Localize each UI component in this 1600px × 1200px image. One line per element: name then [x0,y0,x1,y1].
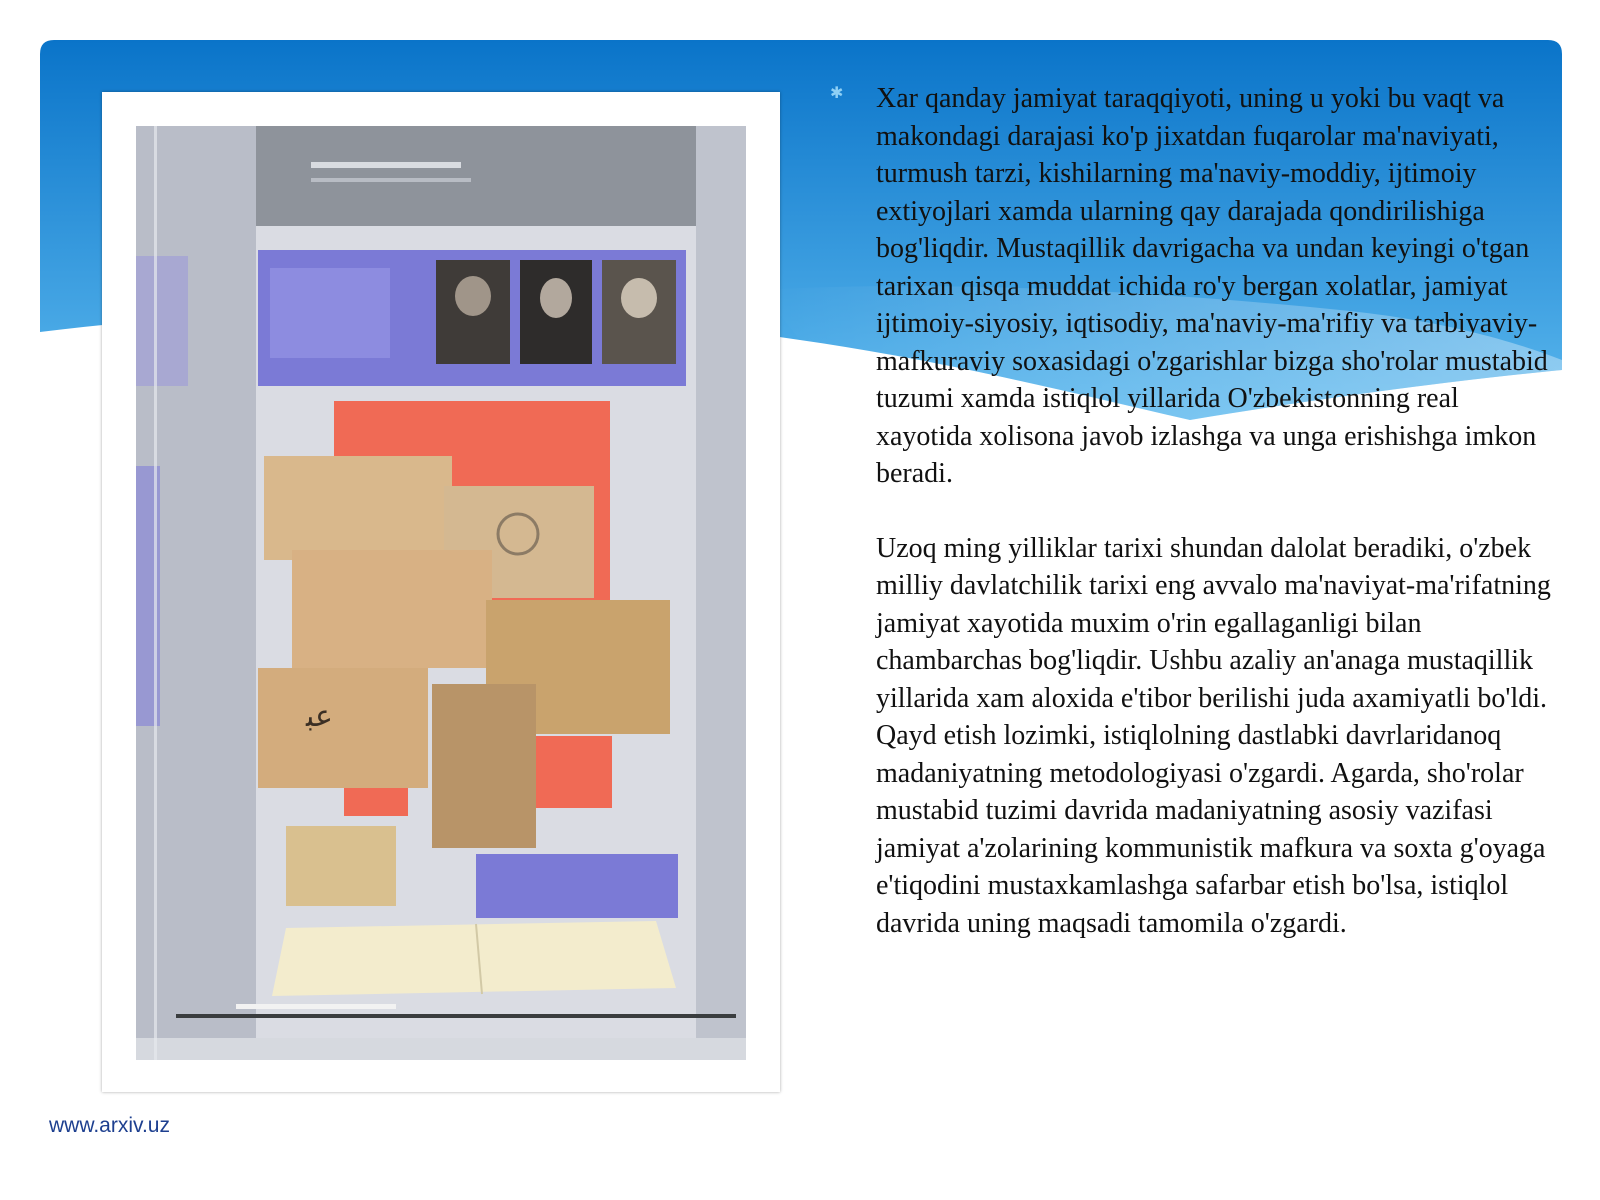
museum-photo-frame [102,92,780,1092]
svg-text:ﻋﺒ: ﻋﺒ [306,699,333,734]
bullet-dot-icon: ✱ [830,85,844,102]
museum-display-photo [136,126,746,1060]
paragraph-1: Xar qanday jamiyat taraqqiyoti, uning u yoki bu vaqt va makondagi darajasi ko'p jixatdan fuqarolar ma'naviyati, turmush tarzi, kishilarning ma'naviy-moddiy, ijtimoiy extiyojlari xamda ularning qay darajada qondirilishiga bog'liqdir. Mustaqillik davrigacha va undan keyingi o'tgan tarixan qisqa muddat ichida ro'y bergan xolatlar, jamiyat ijtimoiy-siyosiy, iqtisodiy, ma'naviy-ma'rifiy va tarbiyaviy-mafkuraviy soxasidagi o'zgarishlar bizga sho'rolar mustabid tuzumi xamda istiqlol yillarida O'zbekistonning real xayotida xolisona javob izlashga va unga erishishga imkon beradi. [876,83,1548,489]
body-text [876,80,1556,979]
paragraph-2: Uzoq ming yilliklar tarixi shundan dalolat beradiki, o'zbek milliy davlatchilik tarixi eng avvalo ma'naviyat-ma'rifatning jamiyat xayotida muxim o'rin egallaganligi bilan chambarchas bog'liqdir. Ushbu azaliy an'anaga mustaqillik yillarida xam aloxida e'tibor berilishi juda axamiyatli bo'ldi. Qayd etish lozimki, istiqlolning dastlabki davrlaridanoq madaniyatning metodologiyasi o'zgardi. Agarda, sho'rolar mustabid tuzimi davrida madaniyatning asosiy vazifasi jamiyat a'zolarining kommunistik mafkura va soxta g'oyaga e'tiqodini mustaxkamlashga safarbar etish bo'lsa, istiqlol davrida uning maqsadi tamomila o'zgardi. [876,532,1551,939]
footer-website-link[interactable]: www.arxiv.uz [49,1114,170,1137]
